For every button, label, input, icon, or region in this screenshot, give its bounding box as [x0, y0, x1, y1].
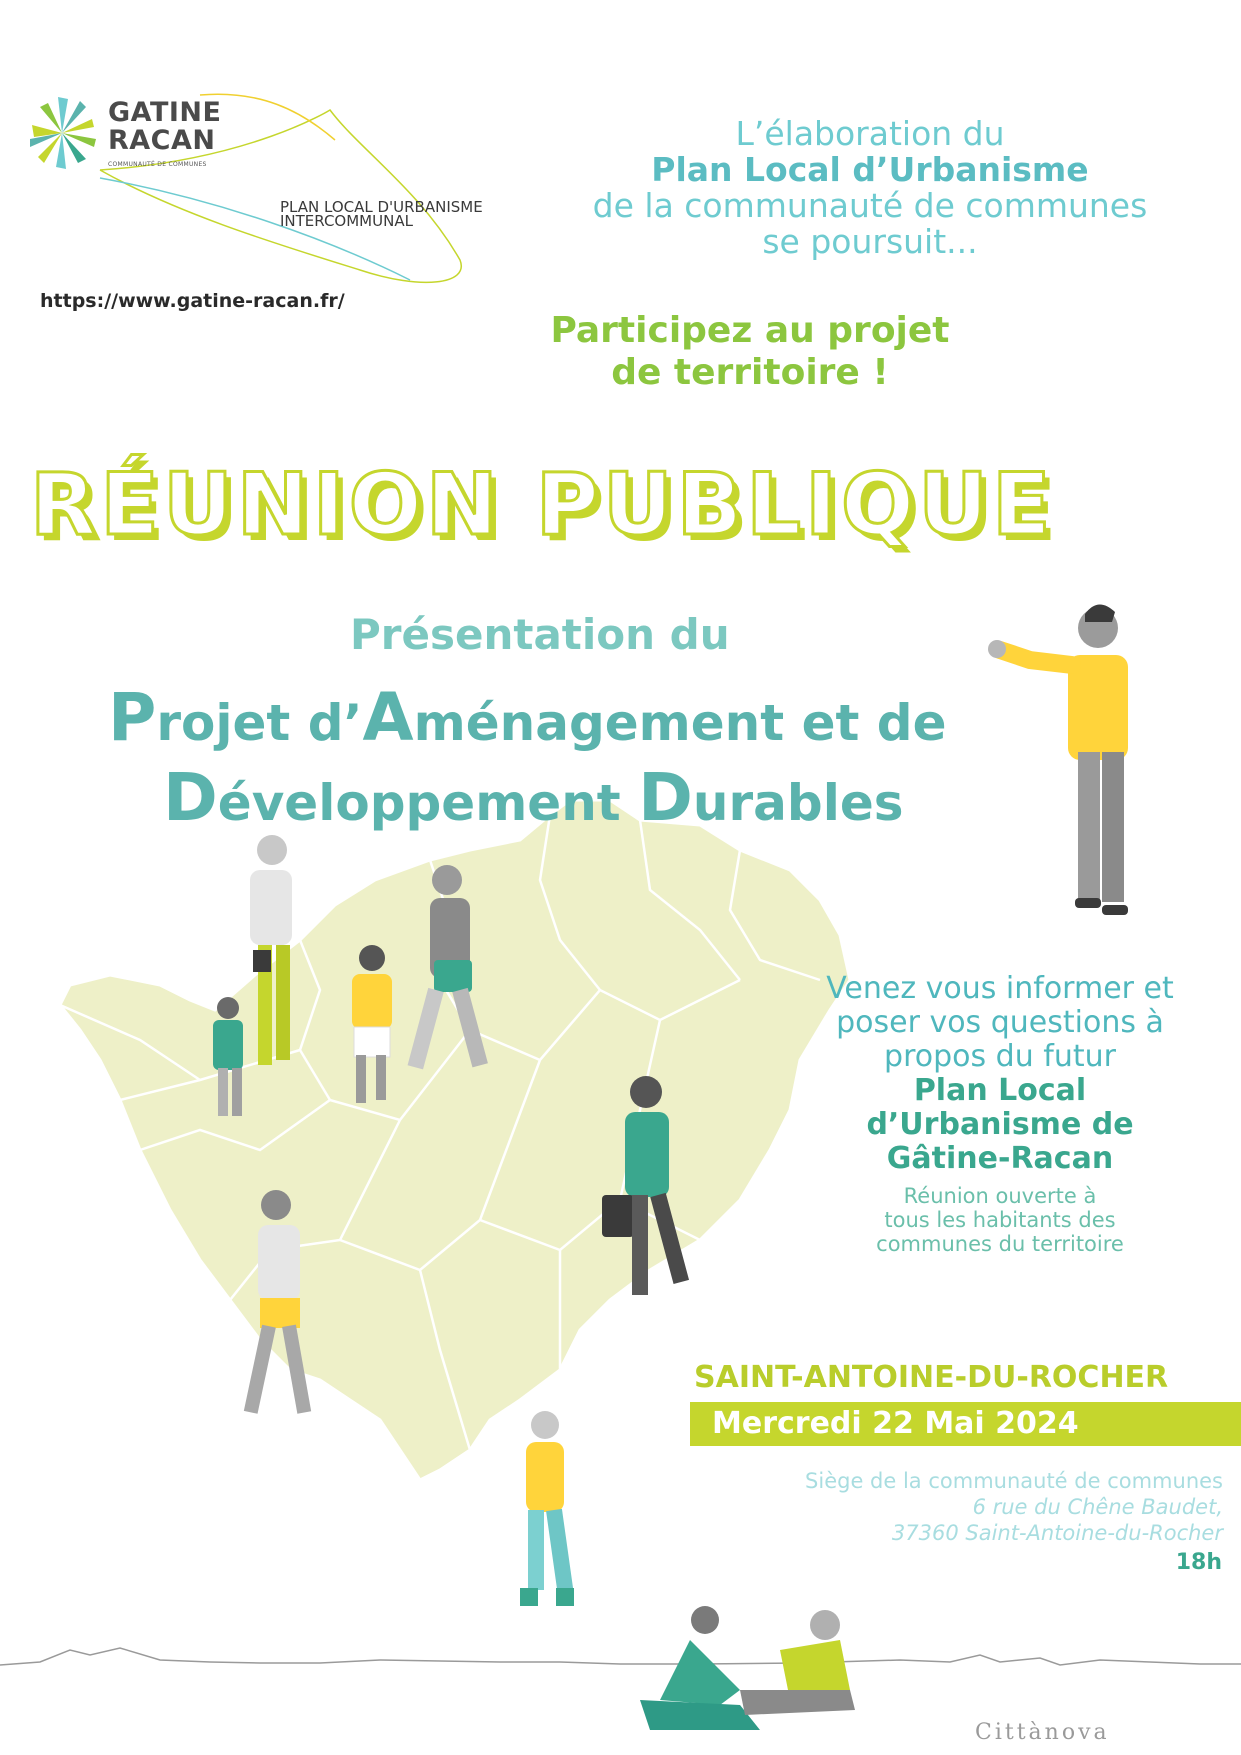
plui-label-line1: PLAN LOCAL D'URBANISME: [280, 198, 483, 216]
info-open-line2: tous les habitants des: [884, 1208, 1116, 1232]
call-line2: de territoire !: [611, 352, 889, 393]
logo-subtitle: COMMUNAUTÉ DE COMMUNES: [108, 161, 207, 168]
website-link[interactable]: https://www.gatine-racan.fr/: [40, 290, 345, 312]
event-commune: SAINT-ANTOINE-DU-ROCHER: [694, 1360, 1169, 1395]
info-open-line3: communes du territoire: [876, 1232, 1124, 1256]
info-line1: Venez vous informer et: [826, 971, 1174, 1006]
event-address-line2: 37360 Saint-Antoine-du-Rocher: [891, 1521, 1223, 1545]
presenter-figure: [988, 604, 1128, 915]
intro-line1: L’élaboration du: [735, 114, 1005, 153]
intro-text: [540, 116, 1200, 260]
woman-teal-pants-figure: [520, 1411, 574, 1606]
logo-title-line2: RACAN: [108, 125, 216, 156]
skyline-line: [0, 1648, 1241, 1665]
event-time: 18h: [1175, 1550, 1222, 1575]
headline-reunion-publique: RÉUNION PUBLIQUE: [30, 455, 1055, 555]
call-to-action: [500, 310, 1000, 394]
event-date: Mercredi 22 Mai 2024: [712, 1406, 1079, 1441]
event-place: Siège de la communauté de communes: [805, 1469, 1223, 1493]
reclining-people-figures: [640, 1606, 855, 1730]
info-line2: poser vos questions à: [836, 1005, 1164, 1040]
info-plu-line1: Plan Local: [913, 1073, 1087, 1108]
plui-label-line2: INTERCOMMUNAL: [280, 212, 413, 230]
info-plu-line2: d’Urbanisme de: [866, 1107, 1134, 1142]
info-plu-line3: Gâtine-Racan: [886, 1141, 1114, 1176]
info-open-line1: Réunion ouverte à: [903, 1184, 1097, 1208]
presentation-intro: Présentation du: [350, 610, 730, 659]
logo-title-line1: GATINE: [108, 97, 222, 128]
info-line3: propos du futur: [884, 1039, 1116, 1074]
intro-line2: Plan Local d’Urbanisme: [651, 150, 1089, 189]
padd-title-line1: Projet d’Aménagement et de: [108, 679, 947, 756]
event-address-line1: 6 rue du Chêne Baudet,: [972, 1495, 1223, 1519]
starburst-logo-icon: [30, 97, 96, 169]
call-line1: Participez au projet: [550, 310, 950, 351]
intro-line3: de la communauté de communes: [592, 186, 1148, 225]
padd-title-line2: Développement Durables: [163, 759, 904, 836]
info-block: [780, 972, 1220, 1256]
event-place-block: [640, 1468, 1223, 1546]
intro-line4: se poursuit...: [762, 222, 978, 261]
footer-brand: Cittànova: [975, 1720, 1110, 1745]
